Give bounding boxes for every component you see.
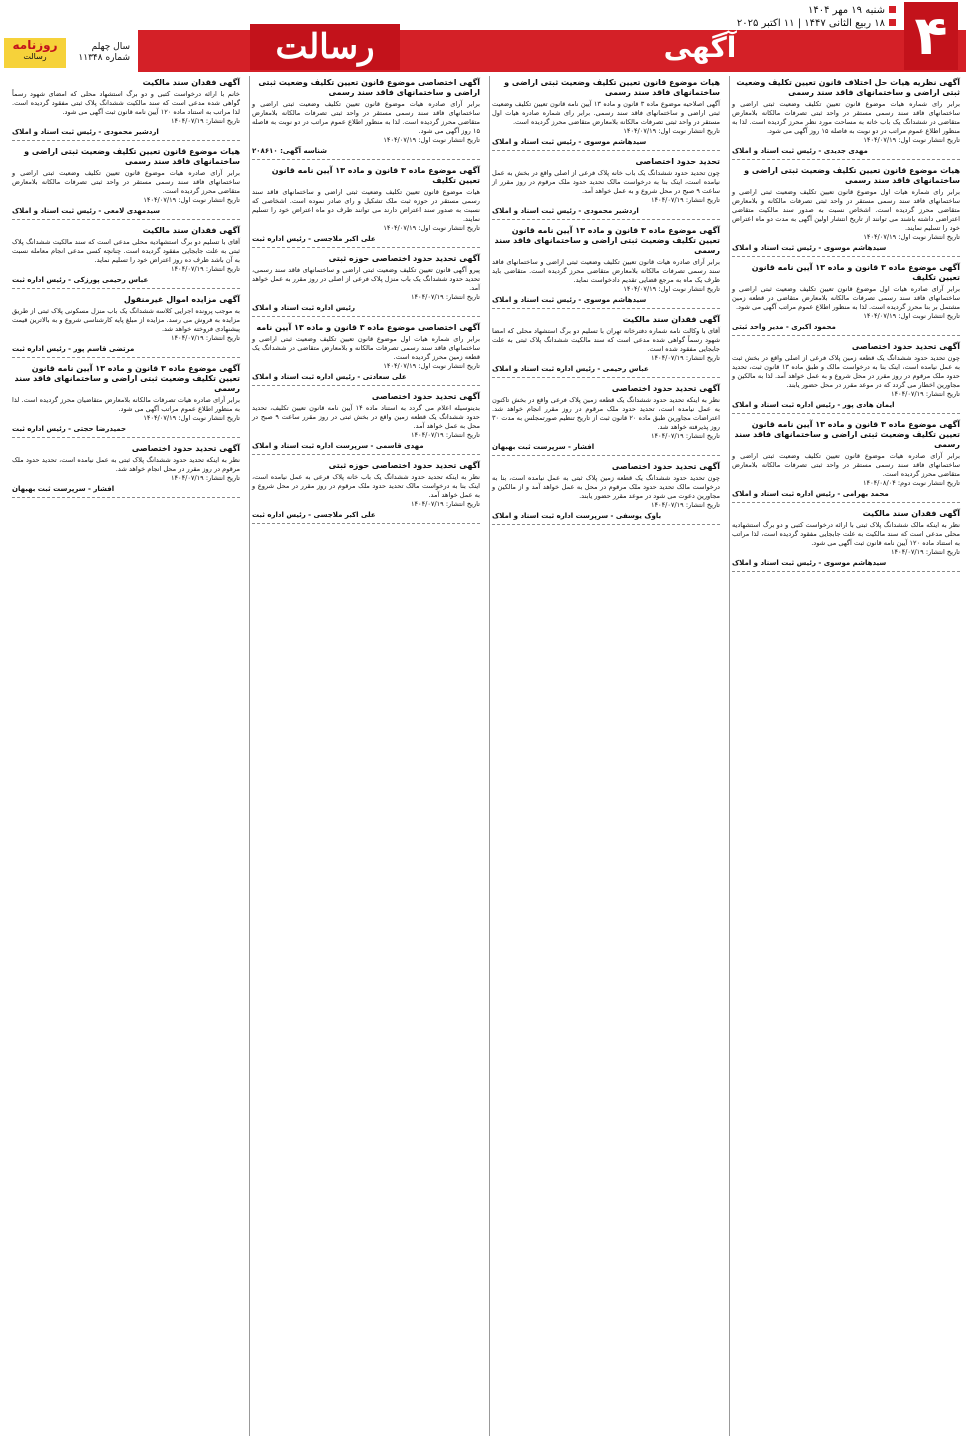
notice-title: هیات موضوع قانون تعیین تکلیف وضعیت ثبتی اراضی و ساختمانهای فاقد سند رسمی	[744, 166, 960, 185]
notice-signature: مهدی قاسمی - سرپرست اداره ثبت اسناد و املاک	[252, 442, 424, 450]
notice-date: تاریخ انتشار نوبت اول: ۱۴۰۴/۰۷/۱۹	[863, 233, 960, 241]
notice-signature: اردشیر محمودی - رئیس ثبت اسناد و املاک	[12, 128, 159, 136]
notice-body: آقای با وکالت نامه شماره دفترخانه تهران با تسلیم دو برگ استشهاد محلی که امضا شهود رسماً گواهی شده مدعی است که سند مالکیت ششدانگ پلاک ثبتی به علت جابجایی مفقود شده است.	[492, 327, 720, 353]
notice-block	[732, 420, 960, 503]
issue-number: شماره ۱۱۳۴۸	[78, 53, 130, 63]
notice-date: تاریخ انتشار: ۱۴۰۴/۰۷/۱۹	[410, 500, 480, 508]
notice-block	[492, 78, 720, 151]
notice-body: هیات موضوع قانون تعیین تکلیف وضعیت ثبتی اراضی و ساختمانهای فاقد سند رسمی مستقر در حوزه ثبت ملک تشکیل و رای صادر نموده است. اشخاصی که نسبت به صدور سند اعتراض دارند می توانند ظرف دو ماه اعتراض خود را تسلیم نمایند.	[252, 188, 480, 223]
notice-block	[492, 157, 720, 220]
notice-signature: علی اکبر ملاجسی - رئیس اداره ثبت	[252, 235, 376, 243]
notice-date: تاریخ انتشار: ۱۴۰۴/۰۷/۱۹	[410, 293, 480, 301]
notice-block	[732, 509, 960, 572]
badge-line-2: رسالت	[23, 52, 47, 61]
notice-title: آگهی موضوع ماده ۳ قانون و ماده ۱۳ آیین نامه قانون تعیین تکلیف	[751, 263, 960, 282]
notice-block	[12, 444, 240, 498]
notice-date: تاریخ انتشار: ۱۴۰۴/۰۷/۱۹	[170, 265, 240, 273]
notice-title: آگهی موضوع ماده ۳ قانون و ماده ۱۳ آیین نامه قانون تعیین تکلیف وضعیت ثبتی اراضی و ساختمانهای فاقد سند رسمی	[734, 420, 960, 449]
notice-body: آگهی اصلاحیه موضوع ماده ۳ قانون و ماده ۱۳ آیین نامه قانون تعیین تکلیف وضعیت ثبتی اراضی و ساختمانهای فاقد سند رسمی. برابر رای شماره صادره هیات اول مستقر در واحد ثبتی تصرفات مالکانه بلامعارض متقاضی محرز گردیده است.	[492, 100, 720, 126]
notice-body: برابر آرای صادره هیات موضوع قانون تعیین تکلیف وضعیت ثبتی اراضی و ساختمانهای فاقد سند رسمی مستقر در واحد ثبتی تصرفات مالکانه بلامعارض متقاضی محرز گردیده است. لذا به منظور اطلاع عموم مراتب در دو نوبت به فاصله ۱۵ روز آگهی می شود.	[252, 100, 480, 135]
notice-title: آگهی مزایده اموال غیرمنقول	[123, 295, 240, 304]
notice-title: آگهی موضوع ماده ۳ قانون و ماده ۱۳ آیین نامه قانون تعیین تکلیف وضعیت ثبتی اراضی و ساختمانهای فاقد سند رسمی	[494, 226, 720, 255]
notice-signature: ایمان هادی پور - رئیس اداره ثبت اسناد و املاک	[732, 401, 895, 409]
notice-title: آگهی تحدید حدود اختصاصی	[371, 392, 480, 401]
notice-signature: اردشیر محمودی - رئیس ثبت اسناد و املاک	[492, 207, 639, 215]
notice-date: تاریخ انتشار نوبت اول: ۱۴۰۴/۰۷/۱۹	[383, 136, 480, 144]
notice-body: برابر آرای صادره هیات موضوع قانون تعیین تکلیف وضعیت ثبتی اراضی و ساختمانهای فاقد سند رسمی مستقر در واحد ثبتی تصرفات مالکانه بلامعارض متقاضی محرز گردیده است.	[732, 452, 960, 478]
notice-title: آگهی تحدید حدود اختصاصی حوزه ثبتی	[328, 461, 480, 470]
notice-block	[492, 315, 720, 378]
notice-title: آگهی اختصاصی موضوع ماده ۳ قانون و ماده ۱۳ آیین نامه	[256, 323, 480, 332]
notice-title: آگهی نظریه هیات حل اختلاف قانون تعیین تکلیف وضعیت ثبتی اراضی و ساختمانهای فاقد سند رسمی	[736, 78, 960, 97]
notice-title: هیات موضوع قانون تعیین تکلیف وضعیت ثبتی اراضی و ساختمانهای فاقد سند رسمی	[504, 78, 720, 97]
notice-signature: علی سعادتی - رئیس اداره ثبت اسناد و املاک	[252, 373, 407, 381]
notice-date: تاریخ انتشار نوبت اول: ۱۴۰۴/۰۷/۱۹	[623, 285, 720, 293]
notice-body: برابر آرای صادره هیات موضوع قانون تعیین تکلیف وضعیت ثبتی اراضی و ساختمانهای فاقد سند رسمی مستقر در واحد ثبتی تصرفات مالکانه بلامعارض متقاضی محرز گردیده است.	[12, 169, 240, 195]
notice-body: خانم با ارائه درخواست کتبی و دو برگ استشهاد محلی که امضای شهود رسماً گواهی شده مدعی است که سند مالکیت ششدانگ پلاک ثبتی مفقود گردیده است. لذا مراتب به استناد ماده ۱۲۰ آیین نامه قانون ثبت آگهی می شود.	[12, 90, 240, 116]
notice-title: آگهی تحدید حدود اختصاصی	[611, 462, 720, 471]
notice-signature: عباس رحیمی پورزکی - رئیس اداره ثبت	[12, 276, 149, 284]
notice-block	[492, 226, 720, 309]
notice-signature: سیدهاشم موسوی - رئیس ثبت اسناد و املاک	[732, 559, 887, 567]
notice-block	[732, 166, 960, 257]
paper-logo: رسالت	[250, 24, 400, 70]
notice-body: آقای با تسلیم دو برگ استشهادیه محلی مدعی است که سند مالکیت ششدانگ پلاک ثبتی به علت جابجایی مفقود گردیده است. چنانچه کسی مدعی انجام معامله نسبت به آن باشد ظرف ده روز اعتراض خود را تسلیم نماید.	[12, 238, 240, 264]
notice-body: برابر رای شماره هیات اول موضوع قانون تعیین تکلیف وضعیت ثبتی اراضی و ساختمانهای فاقد سند رسمی تصرفات مالکانه و بلامعارض متقاضی در ششدانگ یک قطعه زمین محرز گردیده است.	[252, 335, 480, 361]
column-2	[489, 76, 722, 1436]
notice-date: تاریخ انتشار: ۱۴۰۴/۰۷/۱۹	[170, 334, 240, 342]
notice-signature: افشار - سرپرست ثبت بهبهان	[12, 485, 115, 493]
notice-body: برابر آرای صادره هیات قانون تعیین تکلیف وضعیت ثبتی اراضی و ساختمانهای فاقد سند رسمی تصرفات مالکانه بلامعارض متقاضی محرز گردیده است. متقاضی باید ظرف یک ماه به مرجع قضایی تقدیم دادخواست نماید.	[492, 258, 720, 284]
notice-date: تاریخ انتشار نوبت دوم: ۱۴۰۴/۰۸/۰۴	[863, 479, 960, 487]
notice-date: تاریخ انتشار نوبت اول: ۱۴۰۴/۰۷/۱۹	[383, 224, 480, 232]
notice-date: تاریخ انتشار: ۱۴۰۴/۰۷/۱۹	[410, 431, 480, 439]
notice-title: آگهی فقدان سند مالکیت	[142, 78, 240, 87]
notice-title: آگهی تحدید حدود اختصاصی	[851, 342, 960, 351]
notice-signature: شناسه آگهی: ۲۰۸۶۱۰	[252, 147, 327, 155]
notice-block	[12, 78, 240, 141]
masthead	[0, 0, 966, 72]
notice-title: آگهی تحدید حدود اختصاصی حوزه ثبتی	[328, 254, 480, 263]
notice-block	[252, 254, 480, 317]
notice-date: تاریخ انتشار نوبت اول: ۱۴۰۴/۰۷/۱۹	[143, 414, 240, 422]
notice-body: برابر آرای صادره هیات تصرفات مالکانه بلامعارض متقاضیان محرز گردیده است. لذا به منظور اطلاع عموم مراتب آگهی می شود.	[12, 396, 240, 413]
notice-signature: سیدمهدی لامعی - رئیس ثبت اسناد و املاک	[12, 207, 160, 215]
notice-block	[252, 78, 480, 160]
notice-body: بدینوسیله اعلام می گردد به استناد ماده ۱۴ آیین نامه قانون تعیین تکلیف، تحدید حدود ششدانگ یک قطعه زمین واقع در بخش ثبتی در روز مقرر ساعت ۹ صبح در محل به عمل خواهد آمد.	[252, 404, 480, 430]
notice-date: تاریخ انتشار: ۱۴۰۴/۰۷/۱۹	[650, 354, 720, 362]
newspaper-badge	[4, 38, 66, 68]
notice-signature: علی اکبر ملاجسی - رئیس اداره ثبت	[252, 511, 376, 519]
notice-signature: مهدی جدیدی - رئیس ثبت اسناد و املاک	[732, 147, 868, 155]
notice-body: پیرو آگهی قانون تعیین تکلیف وضعیت ثبتی اراضی و ساختمانهای فاقد سند رسمی، تحدید حدود ششدانگ یک باب منزل پلاک فرعی از اصلی در روز مقرر به عمل خواهد آمد.	[252, 266, 480, 292]
column-3	[249, 76, 482, 1436]
notice-title: تحدید حدود اختصاصی	[635, 157, 720, 166]
notice-body: برابر رای شماره هیات موضوع قانون تعیین تکلیف وضعیت ثبتی اراضی و ساختمانهای فاقد سند رسمی مستقر در واحد ثبتی تصرفات مالکانه بلامعارض متقاضی در ششدانگ یک باب خانه به مساحت مورد نظر محرز گردیده است. لذا به منظور اطلاع عموم مراتب در دو نوبت به فاصله ۱۵ روز آگهی می شود.	[732, 100, 960, 135]
notice-date: تاریخ انتشار نوبت اول: ۱۴۰۴/۰۷/۱۹	[623, 127, 720, 135]
column-1	[729, 76, 962, 1436]
notice-body: نظر به اینکه تحدید حدود ششدانگ یک باب خانه پلاک فرعی به عمل نیامده است، اینک بنا به درخواست مالک تحدید حدود ملک مرقوم در روز مقرر در محل شروع و به عمل خواهد آمد.	[252, 473, 480, 499]
notice-block	[252, 323, 480, 386]
notice-block	[492, 384, 720, 456]
notice-body: برابر رای شماره هیات اول موضوع قانون تعیین تکلیف وضعیت ثبتی اراضی و ساختمانهای فاقد سند رسمی مستقر در واحد ثبتی تصرفات مالکانه و بلامعارض متقاضی محرز گردیده است. اشخاص نسبت به صدور سند مالکیت متقاضی اعتراضی داشته باشند می توانند از تاریخ انتشار اولین آگهی به مدت دو ماه اعتراض خود را تسلیم نمایند.	[732, 188, 960, 232]
notice-block	[252, 166, 480, 248]
notice-title: آگهی اختصاصی موضوع قانون تعیین تکلیف وضعیت ثبتی اراضی و ساختمانهای فاقد سند رسمی	[258, 78, 480, 97]
notice-signature: باوک یوسفی - سرپرست اداره ثبت اسناد و املاک	[492, 512, 662, 520]
notice-block	[732, 78, 960, 160]
notice-signature: مرتضی قاسم پور - رئیس اداره ثبت	[12, 345, 135, 353]
notice-title: آگهی تحدید حدود اختصاصی	[131, 444, 240, 453]
notice-title: آگهی موضوع ماده ۳ قانون و ماده ۱۳ آیین نامه قانون تعیین تکلیف	[271, 166, 480, 185]
notice-body: نظر به اینکه مالک ششدانگ پلاک ثبتی با ارائه درخواست کتبی و دو برگ استشهادیه محلی مدعی است که سند مالکیت به علت جابجایی مفقود گردیده است، لذا مراتب به استناد ماده ۱۲۰ آیین نامه قانون ثبت آگهی می شود.	[732, 521, 960, 547]
notice-date: تاریخ انتشار نوبت اول: ۱۴۰۴/۰۷/۱۹	[383, 362, 480, 370]
notice-date: تاریخ انتشار: ۱۴۰۴/۰۷/۱۹	[650, 432, 720, 440]
volume-year: سال چهلم	[91, 42, 130, 52]
notice-block	[492, 462, 720, 525]
notice-body: نظر به اینکه تحدید حدود ششدانگ پلاک ثبتی به عمل نیامده است، تحدید حدود ملک مرقوم در روز مقرر در محل انجام خواهد شد.	[12, 456, 240, 473]
date-block	[566, 4, 896, 30]
notice-signature: محمد بهرامی - رئیس اداره ثبت اسناد و املاک	[732, 490, 889, 498]
notice-date: تاریخ انتشار نوبت اول: ۱۴۰۴/۰۷/۱۹	[863, 312, 960, 320]
notice-body: چون تحدید حدود ششدانگ یک قطعه زمین پلاک ثبتی به عمل نیامده است، بنا به درخواست مالک تحدید حدود ملک مرقوم در محل به عمل خواهد آمد و از مالکین و مجاورین دعوت می شود در موعد مقرر حضور یابند.	[492, 474, 720, 500]
notice-body: نظر به اینکه تحدید حدود ششدانگ یک قطعه زمین پلاک فرعی واقع در بخش تاکنون به عمل نیامده است، تحدید حدود ملک مرقوم در روز مقرر انجام خواهد شد. اعتراضات مجاورین طبق ماده ۲۰ قانون ثبت از تاریخ تنظیم صورتمجلس به مدت ۳۰ روز پذیرفته خواهد شد.	[492, 396, 720, 431]
notice-signature: عباس رحیمی - رئیس اداره ثبت اسناد و املاک	[492, 365, 649, 373]
notice-block	[12, 295, 240, 358]
notice-date: تاریخ انتشار: ۱۴۰۴/۰۷/۱۹	[650, 501, 720, 509]
bullet-square-icon	[889, 19, 896, 26]
notice-signature: محمود اکبری - مدیر واحد ثبتی	[732, 323, 836, 331]
notice-body: به موجب پرونده اجرایی کلاسه ششدانگ یک باب منزل مسکونی پلاک ثبتی از طریق مزایده به فروش می رسد. مزایده از مبلغ پایه کارشناسی شروع و به بالاترین قیمت پیشنهادی فروخته خواهد شد.	[12, 307, 240, 333]
volume-info	[70, 42, 130, 64]
notice-title: آگهی فقدان سند مالکیت	[142, 226, 240, 235]
bullet-square-icon	[889, 6, 896, 13]
notice-signature: رئیس اداره ثبت اسناد و املاک	[252, 304, 355, 312]
notice-title: هیات موضوع قانون تعیین تکلیف وضعیت ثبتی اراضی و ساختمانهای فاقد سند رسمی	[24, 147, 240, 166]
notice-body: چون تحدید حدود ششدانگ یک باب خانه پلاک فرعی از اصلی واقع در بخش به عمل نیامده است، اینک بنا به درخواست مالک تحدید حدود ملک مرقوم در روز مقرر از ساعت ۹ صبح در محل شروع و به عمل خواهد آمد.	[492, 169, 720, 195]
section-title: آگهی	[663, 31, 737, 64]
date-line-2: ۱۸ ربیع الثانی ۱۴۴۷ | ۱۱ اکتبر ۲۰۲۵	[566, 17, 896, 30]
badge-line-1: روزنامه	[12, 38, 58, 52]
notice-date: تاریخ انتشار: ۱۴۰۴/۰۷/۱۹	[170, 117, 240, 125]
notice-title: آگهی تحدید حدود اختصاصی	[611, 384, 720, 393]
column-4	[10, 76, 242, 1436]
notice-body: چون تحدید حدود ششدانگ یک قطعه زمین پلاک فرعی از اصلی واقع در بخش ثبت به عمل نیامده است، اینک بنا به درخواست مالک و طبق ماده ۱۳ قانون ثبت، تحدید حدود ملک مرقوم در روز مقرر در محل شروع و به عمل خواهد آمد. لذا به مالکین و مجاورین اخطار می گردد که در موعد مقرر در محل حضور یابند.	[732, 354, 960, 389]
notice-date: تاریخ انتشار نوبت اول: ۱۴۰۴/۰۷/۱۹	[143, 196, 240, 204]
notice-signature: سیدهاشم موسوی - رئیس ثبت اسناد و املاک	[492, 296, 647, 304]
notice-block	[252, 461, 480, 524]
notice-signature: حمیدرضا حجتی - رئیس اداره ثبت	[12, 425, 127, 433]
notice-block	[732, 263, 960, 336]
notice-block	[732, 342, 960, 414]
notice-block	[252, 392, 480, 455]
notice-date: تاریخ انتشار: ۱۴۰۴/۰۷/۱۹	[650, 196, 720, 204]
notice-date: تاریخ انتشار: ۱۴۰۴/۰۷/۱۹	[890, 548, 960, 556]
notice-title: آگهی فقدان سند مالکیت	[622, 315, 720, 324]
notice-block	[12, 147, 240, 220]
notice-signature: سیدهاشم موسوی - رئیس ثبت اسناد و املاک	[492, 138, 647, 146]
notice-date: تاریخ انتشار: ۱۴۰۴/۰۷/۱۹	[890, 390, 960, 398]
page-number: ۴	[904, 2, 958, 70]
notice-block	[12, 364, 240, 438]
notice-title: آگهی فقدان سند مالکیت	[862, 509, 960, 518]
notice-signature: سیدهاشم موسوی - رئیس ثبت اسناد و املاک	[732, 244, 887, 252]
notice-title: آگهی موضوع ماده ۳ قانون و ماده ۱۳ آیین نامه قانون تعیین تکلیف وضعیت ثبتی اراضی و ساختمانهای فاقد سند رسمی	[14, 364, 240, 393]
notice-body: برابر آرای صادره هیات اول موضوع قانون تعیین تکلیف وضعیت ثبتی اراضی و ساختمانهای فاقد سند رسمی تصرفات مالکانه بلامعارض متقاضی در قطعه زمین مشتمل بر بنا محرز گردیده است. لذا به منظور اطلاع عموم مراتب آگهی می شود.	[732, 285, 960, 311]
notice-signature: افشار - سرپرست ثبت بهبهان	[492, 443, 595, 451]
ad-columns	[4, 76, 962, 1436]
notice-date: تاریخ انتشار نوبت اول: ۱۴۰۴/۰۷/۱۹	[863, 136, 960, 144]
notice-date: تاریخ انتشار: ۱۴۰۴/۰۷/۱۹	[170, 474, 240, 482]
date-line-1: شنبه ۱۹ مهر ۱۴۰۴	[566, 4, 896, 17]
notice-block	[12, 226, 240, 289]
